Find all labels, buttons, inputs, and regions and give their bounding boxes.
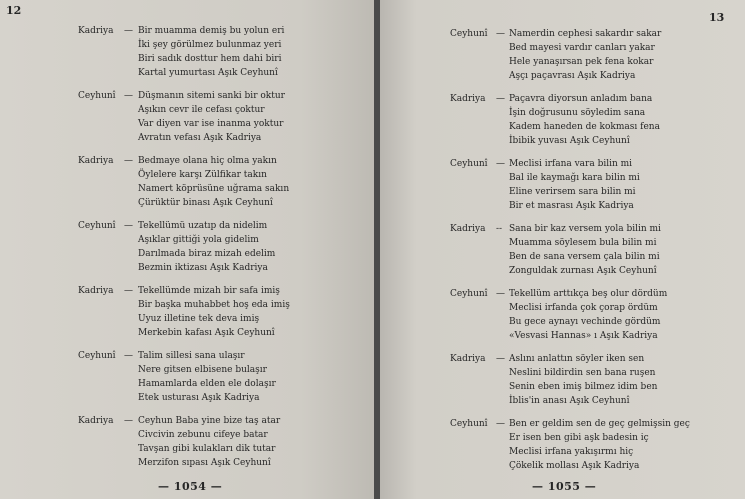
verse-line: Aşçı paçavrası Aşık Kadriya [509,71,636,81]
verse-line: Namert köprüsüne uğrama sakın [138,184,290,194]
verse-line: Tavşan gibi kulakları dik tutar [138,444,276,454]
verse-line: Civcivin zebunu cifeye batar [138,430,268,440]
verse-line: İblis'in anası Aşık Ceyhunî [509,396,630,406]
verse-line: Bir muamma demiş bu yolun eri [138,26,285,36]
verse-line: Biri sadık dosttur hem dahi biri [138,54,282,64]
speaker-name: Kadriya [450,354,486,364]
verse-line: Ben de sana versem çala bilin mi [509,252,660,262]
page-number: 12 [6,4,22,17]
speaker-dash: — [496,419,505,429]
verse-line: «Vesvasi Hannas» ı Aşık Kadriya [509,331,658,341]
stanza [78,286,318,342]
speaker-dash: — [124,416,133,426]
speaker-dash: — [124,26,133,36]
speaker-dash: — [496,354,505,364]
verse-line: Çürüktür binası Aşık Ceyhunî [138,198,273,208]
verse-line: Bed mayesi vardır canları yakar [509,43,655,53]
verse-line: Meclisi irfana vara bilin mi [509,159,633,169]
verse-line: Hele yanaşırsan pek fena kokar [509,57,654,67]
verse-line: Aşıklar gittiği yola gidelim [138,235,259,245]
verse-line: Sana bir kaz versem yola bilin mi [509,224,661,234]
stanza [78,416,318,472]
page-footer: — 1055 — [532,480,597,493]
speaker-dash: — [496,289,505,299]
verse-line: Tekellümde mizah bir safa imiş [138,286,280,296]
verse-line: Öylelere karşı Zülfikar takın [138,170,267,180]
stanza [450,94,720,150]
stanza [450,159,720,215]
verse-line: Ceyhun Baba yine bize taş atar [138,416,281,426]
verse-line: Hamamlarda elden ele dolaşır [138,379,276,389]
speaker-name: Ceyhunî [450,419,488,429]
speaker-dash: — [124,286,133,296]
verse-line: Paçavra diyorsun anladım bana [509,94,653,104]
speaker-dash: — [124,351,133,361]
verse-line: Muamma söylesem bula bilin mi [509,238,657,248]
stanza [450,354,720,410]
speaker-dash: — [496,94,505,104]
verse-line: Etek usturası Aşık Kadriya [138,393,260,403]
stanza [78,26,318,82]
verse-line: Bal ile kaymağı kara bilin mi [509,173,640,183]
verse-line: Uyuz illetine tek deva imiş [138,314,260,324]
verse-line: Namerdin cephesi sakardır sakar [509,29,662,39]
speaker-name: Ceyhunî [450,159,488,169]
verse-line: Bir et masrası Aşık Kadriya [509,201,634,211]
verse-line: İki şey görülmez bulunmaz yeri [138,40,282,50]
verse-line: Bu gece aynayı vechinde gördüm [509,317,661,327]
verse-line: Meclisi irfana yakışırmı hiç [509,447,634,457]
verse-line: Merzifon sıpası Aşık Ceyhunî [138,458,271,468]
speaker-name: Kadriya [450,224,486,234]
verse-line: Senin eben imiş bilmez idim ben [509,382,658,392]
speaker-name: Ceyhunî [450,289,488,299]
verse-line: Kartal yumurtası Aşık Ceyhunî [138,68,278,78]
verse-line: Bir başka muhabbet hoş eda imiş [138,300,290,310]
verse-line: Darılmada biraz mizah edelim [138,249,276,259]
verse-line: Talim sillesi sana ulaşır [138,351,245,361]
page-footer: — 1054 — [158,480,223,493]
speaker-name: Ceyhunî [78,351,116,361]
verse-line: Var diyen var ise inanma yoktur [138,119,284,129]
page-number: 13 [709,11,725,24]
verse-line: Neslini bildirdin sen bana ruşen [509,368,656,378]
speaker-dash: — [124,221,133,231]
speaker-dash: — [124,156,133,166]
verse-line: İşin doğrusunu söyledim sana [509,108,646,118]
verse-line: Eline verirsem sara bilin mi [509,187,636,197]
stanza [78,351,318,407]
verse-line: Ben er geldim sen de geç gelmişsin geç [509,419,690,429]
stanza [450,289,720,345]
verse-line: Düşmanın sitemi sanki bir oktur [138,91,285,101]
right-page [380,0,745,499]
stanza [450,224,720,280]
verse-line: Tekellümü uzatıp da nidelim [138,221,268,231]
speaker-name: Kadriya [450,94,486,104]
speaker-dash: — [496,29,505,39]
stanza [450,419,720,475]
speaker-name: Kadriya [78,416,114,426]
speaker-dash: -- [496,224,503,234]
stanza [78,221,318,277]
speaker-dash: — [496,159,505,169]
verse-line: İbibik yuvası Aşık Ceyhunî [509,136,630,146]
speaker-name: Kadriya [78,156,114,166]
speaker-name: Ceyhunî [450,29,488,39]
verse-line: Bedmaye olana hiç olma yakın [138,156,277,166]
verse-line: Aşıkın cevr ile cefası çoktur [138,105,265,115]
verse-line: Merkebin kafası Aşık Ceyhunî [138,328,275,338]
stanza [78,91,318,147]
verse-line: Tekellüm arttıkça beş olur dördüm [509,289,668,299]
speaker-name: Kadriya [78,26,114,36]
verse-line: Nere gitsen elbisene bulaşır [138,365,267,375]
verse-line: Kadem haneden de kokması fena [509,122,660,132]
verse-line: Aslını anlattın söyler iken sen [509,354,645,364]
speaker-dash: — [124,91,133,101]
stanza [450,29,720,85]
verse-line: Avratın vefası Aşık Kadriya [138,133,262,143]
speaker-name: Ceyhunî [78,221,116,231]
speaker-name: Kadriya [78,286,114,296]
speaker-name: Ceyhunî [78,91,116,101]
verse-line: Bezmin iktizası Aşık Kadriya [138,263,268,273]
verse-line: Er isen ben gibi aşk badesin iç [509,433,649,443]
stanza [78,156,318,212]
verse-line: Meclisi irfanda çok çorap ördüm [509,303,658,313]
verse-line: Çökelik mollası Aşık Kadriya [509,461,640,471]
verse-line: Zonguldak zurnası Aşık Ceyhunî [509,266,657,276]
